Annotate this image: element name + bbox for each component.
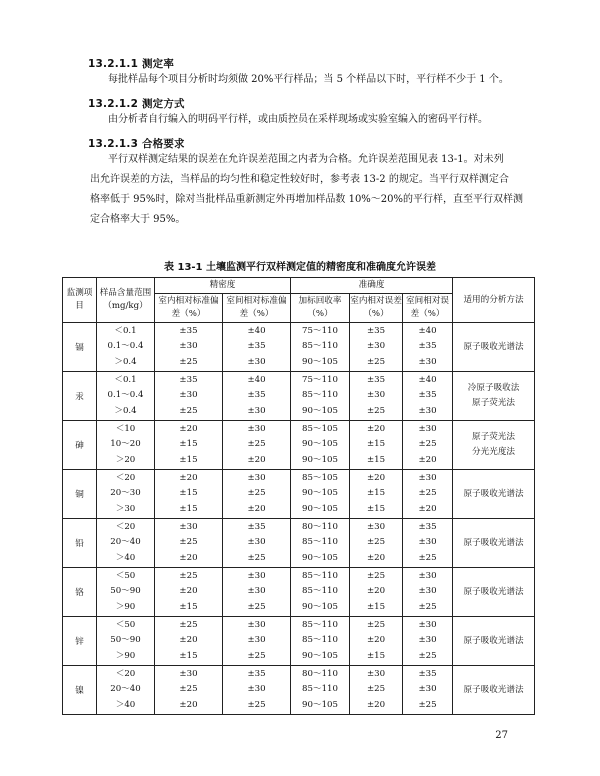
cell-value: 75～110 bbox=[302, 375, 338, 386]
tolerance-table bbox=[62, 277, 535, 715]
cell-intra-err bbox=[350, 568, 403, 617]
header-intra-sd: 室内相对标准偏差（%） bbox=[155, 294, 223, 323]
cell-value: ±30 bbox=[247, 635, 266, 646]
cell-value: ＜20 bbox=[115, 522, 136, 533]
cell-value: ±20 bbox=[179, 473, 198, 484]
cell-method bbox=[453, 323, 535, 372]
cell-value: ±30 bbox=[179, 341, 198, 352]
cell-value: 80～110 bbox=[302, 669, 338, 680]
cell-value: ±15 bbox=[366, 454, 386, 465]
cell-item: 铜 bbox=[63, 470, 97, 519]
cell-ranges bbox=[97, 568, 155, 617]
cell-value: ＞90 bbox=[115, 650, 136, 661]
cell-value: ±15 bbox=[366, 650, 386, 661]
table-row bbox=[63, 470, 535, 519]
cell-intra-err bbox=[350, 666, 403, 715]
cell-recovery bbox=[291, 617, 350, 666]
cell-value: ±20 bbox=[418, 454, 437, 465]
cell-value: ±15 bbox=[179, 439, 198, 450]
method-line: 原子吸收光谱法 bbox=[463, 684, 524, 695]
cell-value: ±20 bbox=[179, 586, 198, 597]
cell-inter-err bbox=[403, 470, 453, 519]
cell-inter-err bbox=[403, 617, 453, 666]
cell-value: ±15 bbox=[366, 601, 386, 612]
cell-inter-sd bbox=[223, 323, 291, 372]
header-accuracy: 准确度 bbox=[291, 278, 453, 294]
cell-value: ±35 bbox=[418, 669, 437, 680]
cell-value: ±25 bbox=[247, 552, 266, 563]
cell-value: ＜0.1 bbox=[114, 375, 137, 386]
cell-value: ±40 bbox=[418, 375, 437, 386]
cell-recovery bbox=[291, 421, 350, 470]
cell-value: ＞30 bbox=[115, 503, 136, 514]
cell-value: ±25 bbox=[418, 439, 437, 450]
cell-item: 镍 bbox=[63, 666, 97, 715]
cell-value: ±30 bbox=[418, 405, 437, 416]
cell-value: ±20 bbox=[366, 586, 386, 597]
cell-value: ±35 bbox=[179, 326, 198, 337]
cell-value: 90～105 bbox=[302, 699, 338, 710]
cell-inter-sd bbox=[223, 617, 291, 666]
cell-value: ＜20 bbox=[115, 473, 136, 484]
cell-value: ±25 bbox=[418, 699, 437, 710]
cell-method bbox=[453, 470, 535, 519]
cell-value: ±30 bbox=[418, 620, 437, 631]
cell-recovery bbox=[291, 666, 350, 715]
cell-value: ±25 bbox=[179, 537, 198, 548]
method-line: 原子吸收光谱法 bbox=[463, 341, 524, 352]
cell-value: ＞90 bbox=[115, 601, 136, 612]
cell-value: ±35 bbox=[247, 669, 266, 680]
cell-value: ±30 bbox=[247, 620, 266, 631]
cell-ranges bbox=[97, 372, 155, 421]
method-line: 分光光度法 bbox=[472, 447, 516, 457]
cell-value: ±35 bbox=[418, 390, 437, 401]
cell-value: ±15 bbox=[179, 488, 198, 499]
cell-inter-sd bbox=[223, 519, 291, 568]
cell-value: ±30 bbox=[179, 522, 198, 533]
cell-value: ±30 bbox=[366, 341, 386, 352]
cell-inter-err bbox=[403, 372, 453, 421]
table-caption: 表 13-1 土壤监测平行双样测定值的精密度和准确度允许误差 bbox=[164, 262, 436, 273]
table-row bbox=[63, 617, 535, 666]
cell-intra-sd bbox=[155, 372, 223, 421]
cell-value: 90～105 bbox=[302, 454, 338, 465]
cell-value: ±30 bbox=[366, 390, 386, 401]
cell-inter-err bbox=[403, 421, 453, 470]
cell-value: ±25 bbox=[366, 571, 386, 582]
cell-value: 0.1～0.4 bbox=[107, 341, 144, 352]
cell-value: ±30 bbox=[179, 390, 198, 401]
cell-value: 90～105 bbox=[302, 601, 338, 612]
header-intra-err: 室内相对误差（%） bbox=[350, 294, 403, 323]
cell-value: ±35 bbox=[418, 522, 437, 533]
cell-intra-err bbox=[350, 519, 403, 568]
header-inter-sd: 室间相对标准偏差（%） bbox=[223, 294, 291, 323]
cell-value: ±35 bbox=[179, 375, 198, 386]
cell-recovery bbox=[291, 568, 350, 617]
cell-ranges bbox=[97, 617, 155, 666]
cell-item: 铅 bbox=[63, 519, 97, 568]
cell-value: 85～110 bbox=[302, 390, 338, 401]
cell-intra-sd bbox=[155, 666, 223, 715]
cell-value: 80～110 bbox=[302, 522, 338, 533]
cell-value: ±15 bbox=[179, 601, 198, 612]
cell-value: ±40 bbox=[247, 326, 266, 337]
cell-intra-sd bbox=[155, 421, 223, 470]
header-method: 适用的分析方法 bbox=[453, 278, 535, 323]
cell-value: ±40 bbox=[247, 375, 266, 386]
cell-value: ±20 bbox=[179, 635, 198, 646]
cell-value: ±25 bbox=[418, 488, 437, 499]
cell-inter-err bbox=[403, 666, 453, 715]
cell-recovery bbox=[291, 323, 350, 372]
header-content: 样品含量范围（mg/kg） bbox=[97, 278, 155, 323]
cell-value: ±30 bbox=[247, 424, 266, 435]
cell-inter-sd bbox=[223, 372, 291, 421]
table-row bbox=[63, 666, 535, 715]
cell-value: ±25 bbox=[418, 552, 437, 563]
header-recovery: 加标回收率（%） bbox=[291, 294, 350, 323]
cell-value: ±30 bbox=[418, 635, 437, 646]
cell-value: ±20 bbox=[247, 503, 266, 514]
cell-value: 90～105 bbox=[302, 650, 338, 661]
cell-intra-err bbox=[350, 617, 403, 666]
cell-value: 85～110 bbox=[302, 586, 338, 597]
cell-value: 90～105 bbox=[302, 503, 338, 514]
cell-value: ±25 bbox=[247, 601, 266, 612]
table-row bbox=[63, 323, 535, 372]
section-3-line-1: 平行双样测定结果的误差在允许误差范围之内者为合格。允许误差范围见表 13-1。对未列 bbox=[108, 154, 504, 165]
cell-intra-err bbox=[350, 470, 403, 519]
cell-value: ±30 bbox=[418, 586, 437, 597]
header-inter-err: 室间相对误差（%） bbox=[403, 294, 453, 323]
cell-ranges bbox=[97, 323, 155, 372]
cell-intra-err bbox=[350, 372, 403, 421]
cell-value: ±20 bbox=[366, 552, 386, 563]
section-heading-1: 13.2.1.1 测定率 bbox=[88, 58, 175, 70]
cell-value: ±15 bbox=[179, 454, 198, 465]
cell-value: ±25 bbox=[179, 620, 198, 631]
cell-method bbox=[453, 568, 535, 617]
section-3-line-4: 定合格率大于 95%。 bbox=[90, 214, 186, 225]
cell-value: ±30 bbox=[418, 424, 437, 435]
table-row bbox=[63, 372, 535, 421]
cell-value: ±30 bbox=[418, 473, 437, 484]
cell-value: ＜0.1 bbox=[114, 326, 137, 337]
cell-value: 50～90 bbox=[110, 586, 141, 597]
cell-value: 85～105 bbox=[302, 424, 338, 435]
cell-value: 90～105 bbox=[302, 439, 338, 450]
cell-value: ＞40 bbox=[115, 552, 136, 563]
cell-value: 85～110 bbox=[302, 537, 338, 548]
cell-value: 85～105 bbox=[302, 473, 338, 484]
cell-value: ±30 bbox=[247, 537, 266, 548]
cell-method bbox=[453, 617, 535, 666]
cell-value: 50～90 bbox=[110, 635, 141, 646]
cell-value: ±15 bbox=[179, 503, 198, 514]
cell-value: 90～105 bbox=[302, 356, 338, 367]
cell-recovery bbox=[291, 372, 350, 421]
cell-value: 75～110 bbox=[302, 326, 338, 337]
cell-value: 20～40 bbox=[110, 684, 141, 695]
cell-value: 10～20 bbox=[110, 439, 141, 450]
table-row bbox=[63, 568, 535, 617]
cell-recovery bbox=[291, 470, 350, 519]
cell-value: ±30 bbox=[418, 356, 437, 367]
cell-value: ±25 bbox=[179, 571, 198, 582]
method-line: 原子荧光法 bbox=[472, 432, 516, 442]
cell-intra-sd bbox=[155, 568, 223, 617]
cell-value: ＞40 bbox=[115, 699, 136, 710]
cell-value: ±20 bbox=[179, 552, 198, 563]
header-item: 监测项目 bbox=[63, 278, 97, 323]
section-heading-3: 13.2.1.3 合格要求 bbox=[88, 138, 185, 150]
cell-value: ±15 bbox=[366, 488, 386, 499]
cell-value: 85～110 bbox=[302, 341, 338, 352]
cell-inter-sd bbox=[223, 666, 291, 715]
cell-method bbox=[453, 519, 535, 568]
cell-value: ±30 bbox=[179, 669, 198, 680]
cell-intra-err bbox=[350, 421, 403, 470]
method-line: 原子荧光法 bbox=[472, 398, 516, 408]
cell-value: ±20 bbox=[247, 454, 266, 465]
cell-value: ±15 bbox=[366, 503, 386, 514]
cell-value: ＜20 bbox=[115, 669, 136, 680]
cell-value: ±30 bbox=[366, 522, 386, 533]
cell-value: ±30 bbox=[247, 356, 266, 367]
cell-value: ±35 bbox=[366, 375, 386, 386]
cell-value: ±20 bbox=[179, 699, 198, 710]
cell-value: ±25 bbox=[247, 699, 266, 710]
cell-value: 85～110 bbox=[302, 620, 338, 631]
cell-value: 90～105 bbox=[302, 405, 338, 416]
cell-inter-err bbox=[403, 519, 453, 568]
cell-item: 砷 bbox=[63, 421, 97, 470]
section-3-line-2: 出允许误差的方法，当样品的均匀性和稳定性较好时，参考表 13-2 的规定。当平行双样测定合 bbox=[90, 174, 509, 185]
cell-value: ±25 bbox=[179, 356, 198, 367]
table-body bbox=[63, 323, 535, 715]
cell-method bbox=[453, 372, 535, 421]
cell-inter-sd bbox=[223, 568, 291, 617]
cell-value: ±25 bbox=[366, 684, 386, 695]
cell-value: ±15 bbox=[179, 650, 198, 661]
cell-inter-err bbox=[403, 568, 453, 617]
cell-intra-sd bbox=[155, 323, 223, 372]
cell-value: ±30 bbox=[247, 586, 266, 597]
section-2-text: 由分析者自行编入的明码平行样，或由质控员在采样现场或实验室编入的密码平行样。 bbox=[108, 114, 488, 125]
cell-value: ±25 bbox=[247, 488, 266, 499]
cell-value: ±35 bbox=[247, 522, 266, 533]
table-row bbox=[63, 421, 535, 470]
method-line: 原子吸收光谱法 bbox=[463, 488, 524, 499]
cell-intra-err bbox=[350, 323, 403, 372]
cell-value: ±35 bbox=[418, 341, 437, 352]
cell-ranges bbox=[97, 519, 155, 568]
cell-value: 85～110 bbox=[302, 684, 338, 695]
cell-item: 锌 bbox=[63, 617, 97, 666]
cell-value: ±35 bbox=[247, 390, 266, 401]
page-number: 27 bbox=[495, 730, 508, 741]
cell-value: ±25 bbox=[366, 620, 386, 631]
method-line: 冷原子吸收法 bbox=[467, 383, 520, 393]
cell-item: 汞 bbox=[63, 372, 97, 421]
cell-method bbox=[453, 666, 535, 715]
cell-value: ±35 bbox=[366, 326, 386, 337]
cell-item: 铬 bbox=[63, 568, 97, 617]
cell-value: ±30 bbox=[366, 669, 386, 680]
cell-value: ±25 bbox=[179, 684, 198, 695]
cell-value: ±25 bbox=[418, 650, 437, 661]
cell-value: ＜50 bbox=[115, 571, 136, 582]
cell-value: ±20 bbox=[366, 635, 386, 646]
cell-value: ±30 bbox=[418, 684, 437, 695]
cell-value: ±30 bbox=[247, 473, 266, 484]
cell-inter-sd bbox=[223, 421, 291, 470]
cell-value: ±25 bbox=[247, 439, 266, 450]
cell-value: 85～110 bbox=[302, 635, 338, 646]
cell-value: 20～30 bbox=[110, 488, 141, 499]
cell-ranges bbox=[97, 470, 155, 519]
cell-value: ±25 bbox=[418, 601, 437, 612]
cell-value: ±25 bbox=[179, 405, 198, 416]
cell-value: ±25 bbox=[366, 537, 386, 548]
cell-recovery bbox=[291, 519, 350, 568]
cell-intra-sd bbox=[155, 470, 223, 519]
section-1-text: 每批样品每个项目分析时均须做 20%平行样品；当 5 个样品以下时，平行样不少于 1 个。 bbox=[108, 74, 509, 85]
cell-value: ＜10 bbox=[115, 424, 136, 435]
cell-value: 85～110 bbox=[302, 571, 338, 582]
cell-value: ±20 bbox=[366, 424, 386, 435]
cell-inter-err bbox=[403, 323, 453, 372]
cell-value: ±20 bbox=[366, 699, 386, 710]
section-3-line-3: 格率低于 95%时，除对当批样品重新测定外再增加样品数 10%～20%的平行样，直至平行双样测 bbox=[90, 194, 524, 205]
method-line: 原子吸收光谱法 bbox=[463, 537, 524, 548]
cell-item: 镉 bbox=[63, 323, 97, 372]
cell-method bbox=[453, 421, 535, 470]
cell-value: ±30 bbox=[418, 571, 437, 582]
cell-value: 0.1～0.4 bbox=[107, 390, 144, 401]
method-line: 原子吸收光谱法 bbox=[463, 635, 524, 646]
method-line: 原子吸收光谱法 bbox=[463, 586, 524, 597]
cell-value: ±30 bbox=[247, 571, 266, 582]
cell-value: 90～105 bbox=[302, 552, 338, 563]
cell-intra-sd bbox=[155, 519, 223, 568]
cell-value: ±30 bbox=[247, 684, 266, 695]
cell-value: 90～105 bbox=[302, 488, 338, 499]
cell-value: ±15 bbox=[366, 439, 386, 450]
cell-value: ±20 bbox=[179, 424, 198, 435]
cell-ranges bbox=[97, 666, 155, 715]
cell-value: ±30 bbox=[418, 537, 437, 548]
cell-ranges bbox=[97, 421, 155, 470]
cell-value: ±25 bbox=[366, 356, 386, 367]
cell-value: ±40 bbox=[418, 326, 437, 337]
cell-value: ±25 bbox=[366, 405, 386, 416]
table-row bbox=[63, 519, 535, 568]
section-heading-2: 13.2.1.2 测定方式 bbox=[88, 98, 185, 110]
cell-value: ±20 bbox=[418, 503, 437, 514]
cell-value: ＞20 bbox=[115, 454, 136, 465]
cell-value: ＞0.4 bbox=[114, 405, 137, 416]
cell-intra-sd bbox=[155, 617, 223, 666]
cell-value: ±25 bbox=[247, 650, 266, 661]
cell-value: ±30 bbox=[247, 405, 266, 416]
cell-value: ±35 bbox=[247, 341, 266, 352]
cell-value: 20～40 bbox=[110, 537, 141, 548]
cell-value: ±20 bbox=[366, 473, 386, 484]
cell-value: ＜50 bbox=[115, 620, 136, 631]
cell-inter-sd bbox=[223, 470, 291, 519]
header-precision: 精密度 bbox=[155, 278, 291, 294]
cell-value: ＞0.4 bbox=[114, 356, 137, 367]
